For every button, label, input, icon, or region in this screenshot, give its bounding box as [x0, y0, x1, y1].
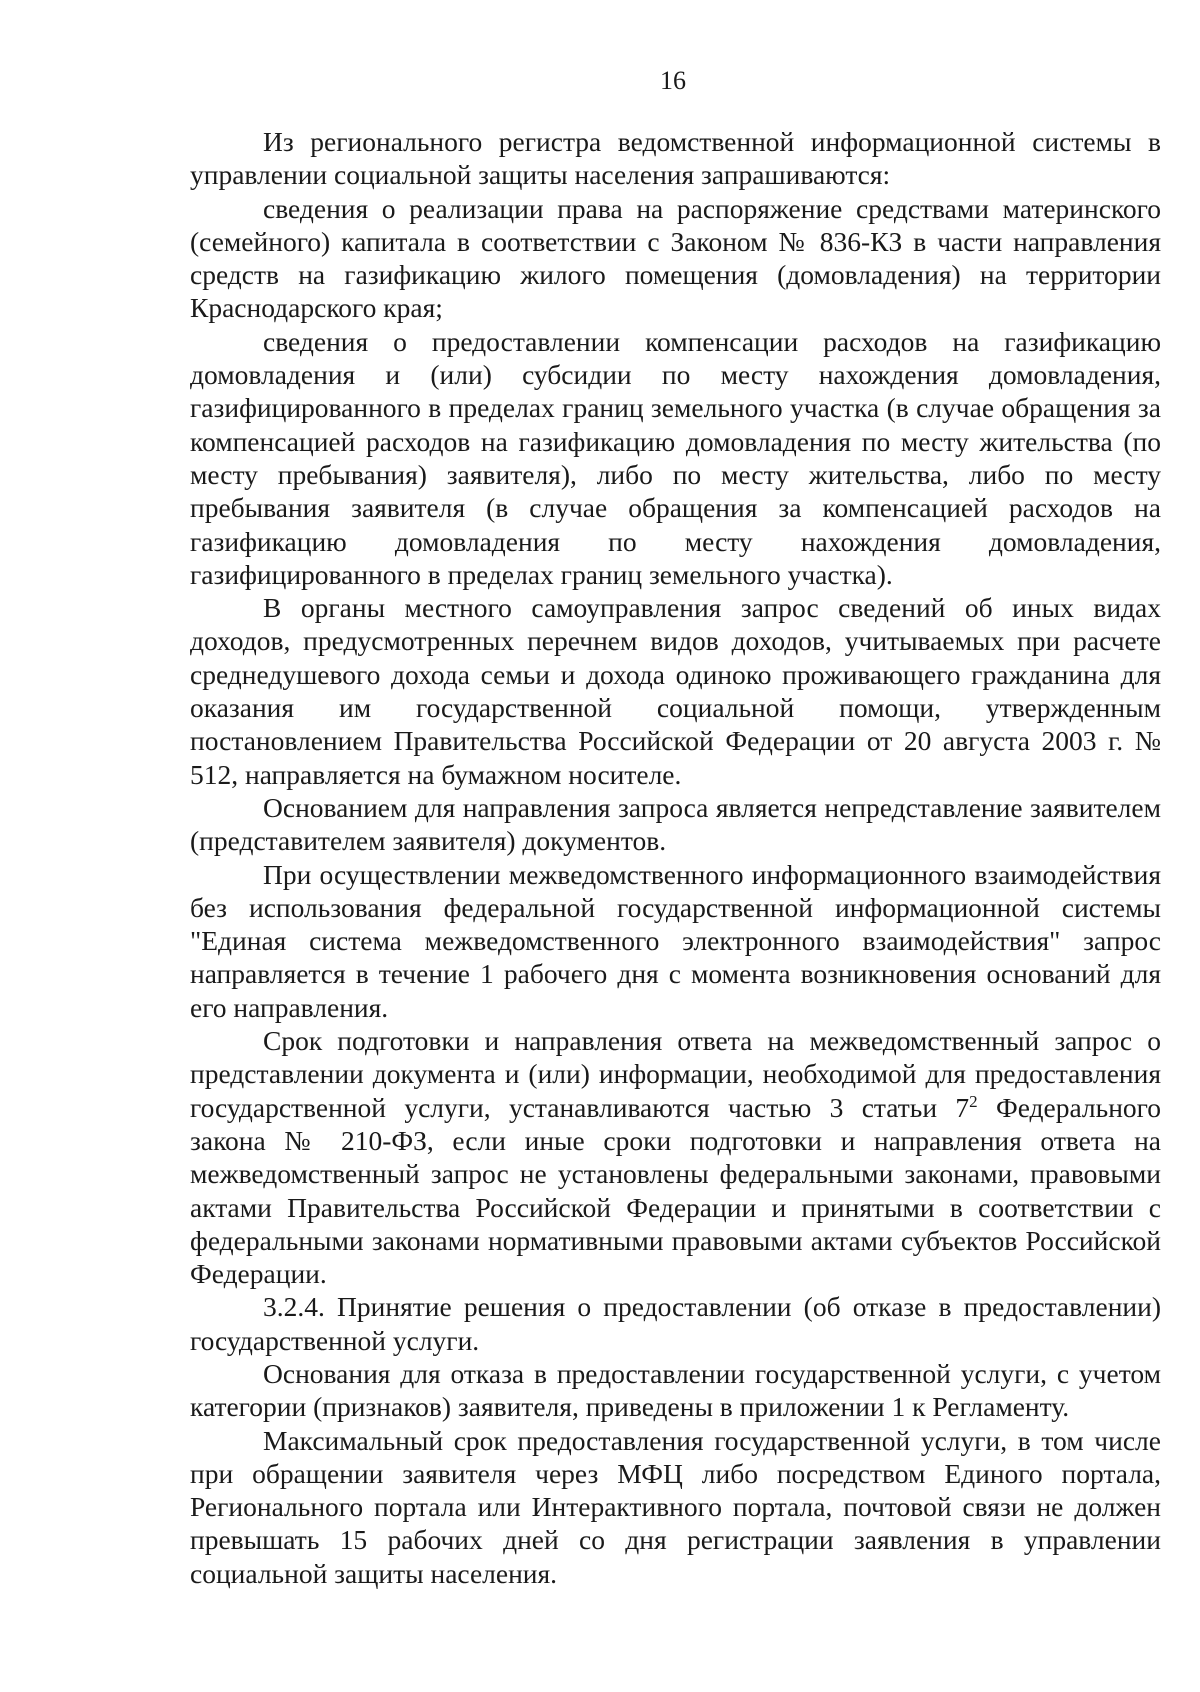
paragraph-maternity-capital: сведения о реализации права на распоряжение средствами материнского (семейного) капитала в соответствии с Законом № 836-КЗ в части направления средств на газификацию жилого помещения (домовладения) на территории Краснодарского края;: [190, 192, 1161, 324]
paragraph-interagency-interaction: При осуществлении межведомственного информационного взаимодействия без использования федеральной государственной информационной системы "Единая система межведомственного электронного взаимодействия" запрос направляется в течение 1 рабочего дня с момента возникновения оснований для его направления.: [190, 858, 1161, 1023]
paragraph-response-deadline: [190, 1024, 1161, 1290]
page-number: 16: [660, 66, 686, 95]
paragraph-local-government-request: В органы местного самоуправления запрос сведений об иных видах доходов, предусмотренных перечнем видов доходов, учитываемых при расчете среднедушевого дохода семьи и дохода одиноко проживающего гражданина для оказания им государственной социальной помощи, утвержденным постановлением Правительства Российской Федерации от 20 августа 2003 г. № 512, направляется на бумажном носителе.: [190, 592, 1161, 790]
paragraph-gasification-compensation: сведения о предоставлении компенсации расходов на газификацию домовладения и (или) субсидии по месту нахождения домовладения, газифицированного в пределах границ земельного участка (в случае обращения за компенсацией расходов на газификацию домовладения по месту жительства (по месту пребывания) заявителя), либо по месту жительства, либо по месту пребывания заявителя (в случае обращения за компенсацией расходов на газификацию домовладения по месту нахождения домовладения, газифицированного в пределах границ земельного участка).: [190, 325, 1161, 590]
document-body: [190, 125, 1161, 1590]
paragraph-request-grounds: Основанием для направления запроса является непредставление заявителем (представителем заявителя) документов.: [190, 791, 1161, 857]
paragraph-max-service-term: Максимальный срок предоставления государственной услуги, в том числе при обращении заявителя через МФЦ либо посредством Единого портала, Регионального портала или Интерактивного портала, почтовой связи не должен превышать 15 рабочих дней со дня регистрации заявления в управлении социальной защиты населения.: [190, 1424, 1161, 1589]
section-heading-3-2-4: 3.2.4. Принятие решения о предоставлении (об отказе в предоставлении) государственной услуги.: [190, 1291, 1161, 1356]
superscript-article-index: 2: [969, 1091, 978, 1111]
paragraph-registry-request: Из регионального регистра ведомственной информационной системы в управлении социальной защиты населения запрашиваются:: [190, 126, 1161, 191]
paragraph-response-deadline-text-1: Срок подготовки и направления ответа на межведомственный запрос о представлении документа и (или) информации, необходимой для предоставления государственной услуги, устанавливаются частью 3 статьи 7: [190, 1025, 1161, 1123]
paragraph-refusal-grounds: Основания для отказа в предоставлении государственной услуги, с учетом категории (признаков) заявителя, приведены в приложении 1 к Регламенту.: [190, 1357, 1161, 1423]
paragraph-response-deadline-text-2: Федерального закона № 210-ФЗ, если иные сроки подготовки и направления ответа на межведомственный запрос не установлены федеральными законами, правовыми актами Правительства Российской Федерации и принятыми в соответствии с федеральными законами нормативными правовыми актами субъектов Российской Федерации.: [190, 1091, 1162, 1290]
